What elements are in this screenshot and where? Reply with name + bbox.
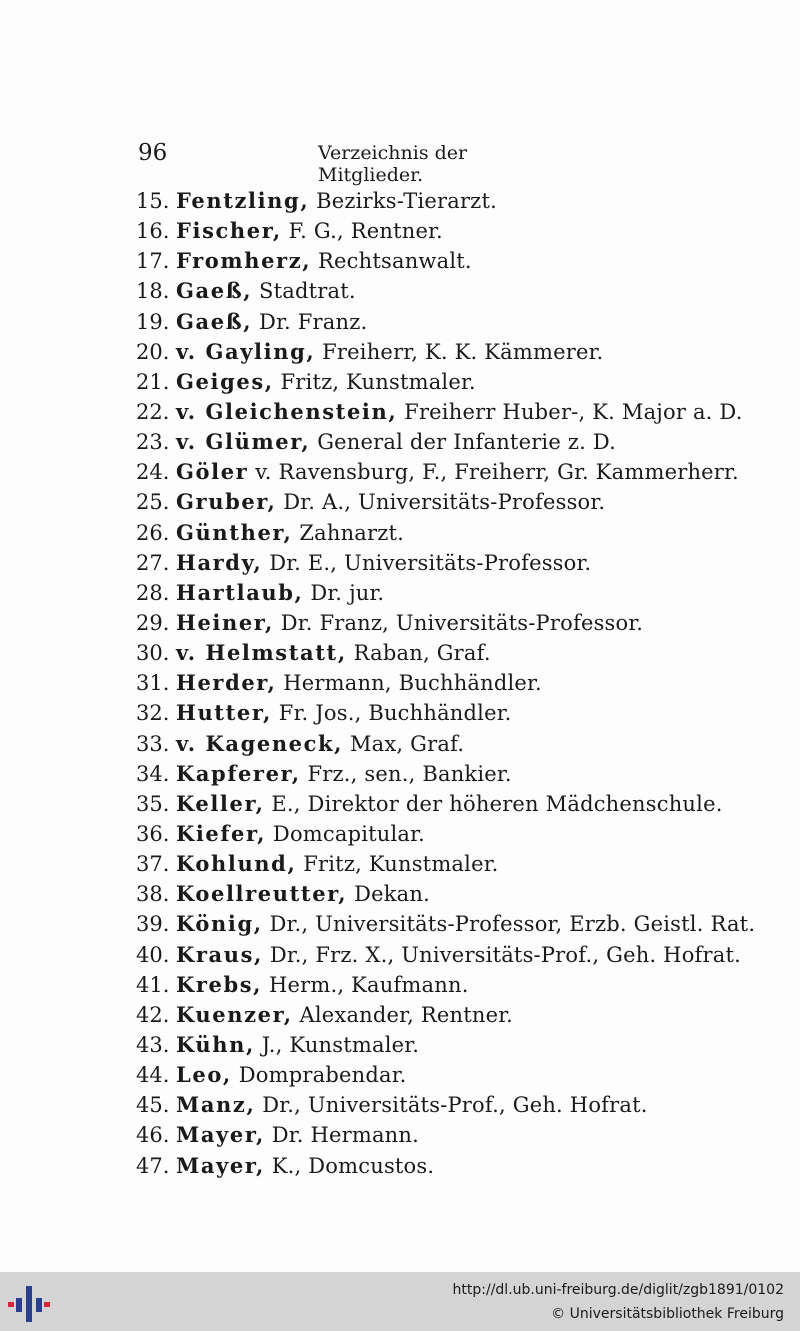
- entry-name: Leo,: [176, 1062, 232, 1088]
- entry-number: 32.: [136, 701, 170, 726]
- entry-number: 29.: [136, 610, 170, 635]
- list-item: [136, 970, 755, 1000]
- entry-details: Herm., Kaufmann.: [262, 972, 469, 997]
- list-item: [136, 879, 755, 909]
- entry-name: Hardy,: [176, 549, 263, 575]
- list-item: [136, 397, 755, 427]
- list-item: [136, 668, 755, 698]
- list-item: [136, 367, 755, 397]
- entry-number: 47.: [136, 1153, 170, 1178]
- list-item: [136, 729, 755, 759]
- list-item: [136, 698, 755, 728]
- entry-name: Fischer,: [176, 218, 282, 244]
- entry-details: E., Direktor der höheren Mädchenschule.: [264, 791, 723, 816]
- entry-name: Günther,: [176, 519, 293, 545]
- list-item: [136, 457, 755, 487]
- list-item: [136, 337, 755, 367]
- entry-name: Manz,: [176, 1092, 256, 1118]
- entry-number: 27.: [136, 550, 170, 575]
- page-number: 96: [138, 140, 168, 166]
- entry-name: Mayer,: [176, 1152, 265, 1178]
- entry-name: Hartlaub,: [176, 579, 304, 605]
- list-item: [136, 307, 755, 337]
- entry-number: 46.: [136, 1123, 170, 1148]
- list-item: [136, 548, 755, 578]
- list-item: [136, 1060, 755, 1090]
- entry-number: 45.: [136, 1093, 170, 1118]
- entry-details: Dr. jur.: [303, 580, 385, 605]
- entry-details: Fr. Jos., Buchhändler.: [271, 701, 512, 726]
- entry-number: 31.: [136, 671, 170, 696]
- entry-name: Fromherz,: [176, 248, 312, 274]
- entry-details: Rechtsanwalt.: [311, 249, 472, 274]
- list-item: [136, 1030, 755, 1060]
- list-item: [136, 186, 755, 216]
- entry-name: Kapferer,: [176, 760, 301, 786]
- entry-details: Dr. E., Universitäts-Professor.: [262, 550, 592, 575]
- entry-details: v. Ravensburg, F., Freiherr, Gr. Kammerherr.: [248, 460, 739, 485]
- entry-details: Dr. Franz, Universitäts-Professor.: [273, 610, 644, 635]
- entry-details: Dr. Franz.: [252, 309, 368, 334]
- entry-name: Mayer,: [176, 1122, 265, 1148]
- entry-number: 28.: [136, 580, 170, 605]
- entry-details: Domprabendar.: [231, 1063, 407, 1088]
- list-item: [136, 487, 755, 517]
- entry-name: Gruber,: [176, 489, 277, 515]
- entry-number: 44.: [136, 1063, 170, 1088]
- entry-name: v. Kageneck,: [176, 730, 344, 756]
- list-item: [136, 789, 755, 819]
- entry-details: K., Domcustos.: [264, 1153, 435, 1178]
- list-item: [136, 849, 755, 879]
- entry-number: 34.: [136, 761, 170, 786]
- entry-number: 40.: [136, 942, 170, 967]
- entry-name: v. Helmstatt,: [176, 640, 347, 666]
- list-item: [136, 909, 755, 939]
- entry-details: Stadtrat.: [252, 279, 356, 304]
- entry-number: 36.: [136, 821, 170, 846]
- entry-details: Fritz, Kunstmaler.: [273, 369, 476, 394]
- list-item: [136, 819, 755, 849]
- entry-details: Dr. A., Universitäts-Professor.: [276, 490, 606, 515]
- entry-name: König,: [176, 911, 263, 937]
- entry-details: Dr., Universitäts-Prof., Geh. Hofrat.: [255, 1093, 648, 1118]
- entry-number: 42.: [136, 1002, 170, 1027]
- entry-number: 37.: [136, 852, 170, 877]
- entry-name: Kohlund,: [176, 851, 297, 877]
- entry-name: v. Glümer,: [176, 429, 311, 455]
- entry-number: 38.: [136, 882, 170, 907]
- entry-details: Bezirks-Tierarzt.: [309, 189, 497, 213]
- list-item: [136, 1120, 755, 1150]
- entry-name: v. Gleichenstein,: [176, 398, 398, 424]
- list-item: [136, 216, 755, 246]
- entry-details: Dr. Hermann.: [264, 1123, 420, 1148]
- entry-name: Hutter,: [176, 700, 272, 726]
- entry-details: F. G., Rentner.: [281, 219, 443, 244]
- list-item: [136, 1000, 755, 1030]
- entry-number: 22.: [136, 399, 170, 424]
- entry-details: Zahnarzt.: [292, 520, 405, 545]
- running-title: Verzeichnis der Mitglieder.: [318, 142, 468, 186]
- footer-url-link[interactable]: http://dl.ub.uni-freiburg.de/diglit/zgb1891/0102: [452, 1282, 784, 1298]
- list-item: [136, 608, 755, 638]
- entry-number: 24.: [136, 460, 170, 485]
- entry-details: General der Infanterie z. D.: [310, 430, 617, 455]
- entry-name: Kühn,: [176, 1031, 255, 1057]
- entry-name: Krebs,: [176, 971, 263, 997]
- entry-number: 25.: [136, 490, 170, 515]
- list-item: [136, 518, 755, 548]
- entry-number: 43.: [136, 1032, 170, 1057]
- entry-details: Frz., sen., Bankier.: [300, 761, 512, 786]
- entry-name: Koellreutter,: [176, 881, 348, 907]
- entry-number: 19.: [136, 309, 170, 334]
- list-item: [136, 1151, 755, 1181]
- list-item: [136, 427, 755, 457]
- entry-details: Dr., Frz. X., Universitäts-Prof., Geh. Hofrat.: [262, 942, 741, 967]
- entry-number: 23.: [136, 430, 170, 455]
- entry-details: Freiherr, K. K. Kämmerer.: [315, 339, 604, 364]
- entry-details: Domcapitular.: [266, 821, 425, 846]
- entry-name: Herder,: [176, 670, 277, 696]
- page-header: [138, 140, 558, 186]
- entry-number: 18.: [136, 279, 170, 304]
- footer-copyright: © Universitätsbibliothek Freiburg: [551, 1306, 784, 1322]
- entry-name: Geiges,: [176, 368, 274, 394]
- entry-name: Gaeß,: [176, 308, 253, 334]
- entry-details: Dekan.: [347, 882, 431, 907]
- entry-number: 15.: [136, 189, 170, 213]
- entry-details: Dr., Universitäts-Professor, Erzb. Geistl. Rat.: [262, 912, 756, 937]
- entry-details: Hermann, Buchhändler.: [276, 671, 542, 696]
- entry-details: Raban, Graf.: [346, 641, 491, 666]
- entry-name: Kraus,: [176, 941, 263, 967]
- list-item: [136, 759, 755, 789]
- entry-number: 20.: [136, 339, 170, 364]
- entry-details: J., Kunstmaler.: [254, 1032, 420, 1057]
- entry-name: Gaeß,: [176, 278, 253, 304]
- list-item: [136, 276, 755, 306]
- entry-name: Fentzling,: [176, 188, 310, 213]
- member-list: [136, 186, 755, 1181]
- entry-number: 21.: [136, 369, 170, 394]
- entry-name: Kiefer,: [176, 820, 267, 846]
- list-item: [136, 246, 755, 276]
- entry-details: Fritz, Kunstmaler.: [296, 852, 499, 877]
- entry-name: Göler: [176, 459, 249, 485]
- entry-number: 35.: [136, 791, 170, 816]
- list-item: [136, 578, 755, 608]
- entry-number: 16.: [136, 219, 170, 244]
- entry-name: v. Gayling,: [176, 338, 316, 364]
- entry-name: Heiner,: [176, 609, 274, 635]
- entry-number: 33.: [136, 731, 170, 756]
- ub-freiburg-logo-icon[interactable]: [6, 1280, 52, 1324]
- entry-details: Alexander, Rentner.: [292, 1002, 514, 1027]
- entry-name: Keller,: [176, 790, 265, 816]
- entry-number: 17.: [136, 249, 170, 274]
- entry-name: Kuenzer,: [176, 1001, 293, 1027]
- entry-number: 41.: [136, 972, 170, 997]
- footer-bar: [0, 1272, 800, 1331]
- list-item: [136, 1090, 755, 1120]
- entry-number: 39.: [136, 912, 170, 937]
- entry-details: Max, Graf.: [343, 731, 465, 756]
- entry-number: 30.: [136, 641, 170, 666]
- entry-number: 26.: [136, 520, 170, 545]
- list-item: [136, 940, 755, 970]
- entry-details: Freiherr Huber-, K. Major a. D.: [397, 399, 743, 424]
- list-item: [136, 638, 755, 668]
